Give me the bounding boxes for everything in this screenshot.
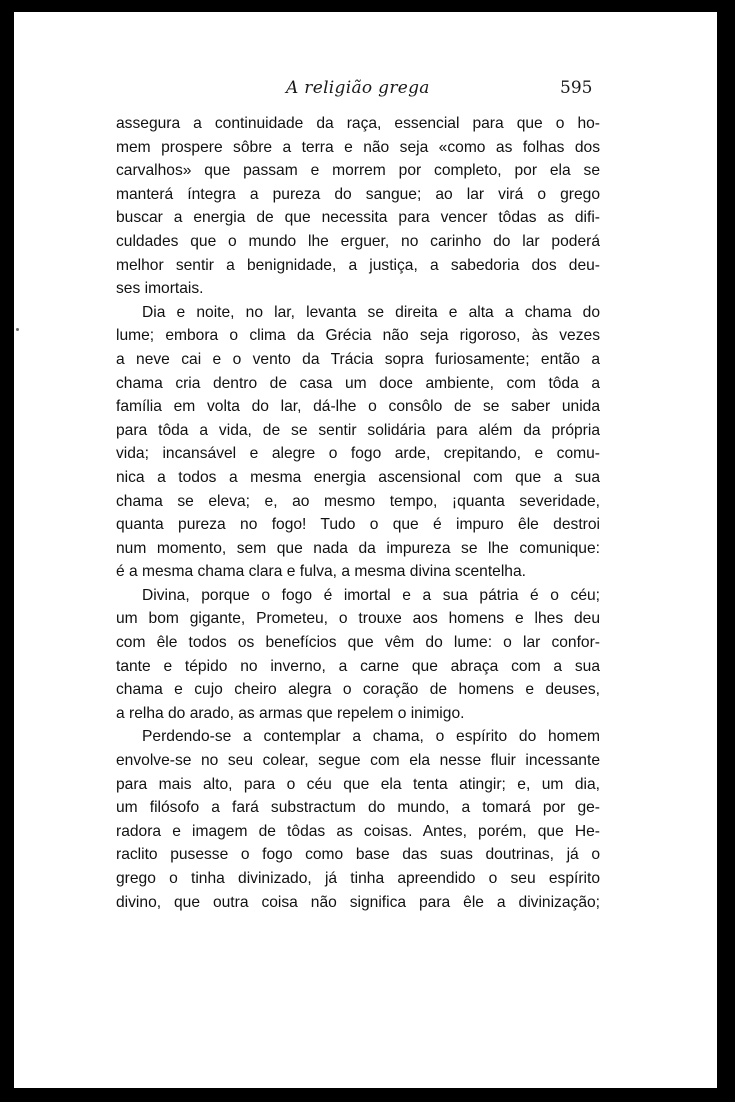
text-line: com êle todos os benefícios que vêm do lume: o lar confor- xyxy=(116,634,600,652)
text-line: nica a todos a mesma energia ascensional com que a sua xyxy=(116,468,600,486)
text-line: lume; embora o clima da Grécia não seja rigoroso, às vezes xyxy=(116,327,600,345)
text-line: Perdendo-se a contemplar a chama, o espírito do homem xyxy=(142,728,600,746)
page-header xyxy=(14,78,717,102)
text-line: vida; incansável e alegre o fogo arde, crepitando, e comu- xyxy=(116,445,600,463)
text-line: manterá íntegra a pureza do sangue; ao lar virá o grego xyxy=(116,185,600,203)
text-line: para tôda a vida, de se sentir solidária para além da própria xyxy=(116,421,600,439)
text-line: melhor sentir a benignidade, a justiça, a sabedoria dos deu- xyxy=(116,256,600,274)
body-text xyxy=(116,112,600,914)
text-line: culdades que o mundo lhe erguer, no carinho do lar poderá xyxy=(116,232,600,250)
text-line: a neve cai e o vento da Trácia sopra furiosamente; então a xyxy=(116,350,600,368)
text-line: a relha do arado, as armas que repelem o inimigo. xyxy=(116,704,465,722)
text-line: chama cria dentro de casa um doce ambiente, com tôda a xyxy=(116,374,600,392)
text-line: família em volta do lar, dá-lhe o consôlo de se saber unida xyxy=(116,398,600,416)
text-line: raclito pusesse o fogo como base das suas doutrinas, já o xyxy=(116,846,600,864)
paragraph xyxy=(116,725,600,914)
text-line: Dia e noite, no lar, levanta se direita e alta a chama do xyxy=(142,303,600,321)
text-line: é a mesma chama clara e fulva, a mesma divina scentelha. xyxy=(116,563,526,581)
text-line: envolve-se no seu colear, segue com ela nesse fluir incessante xyxy=(116,752,600,770)
text-line: um bom gigante, Prometeu, o trouxe aos homens e lhes deu xyxy=(116,610,600,628)
text-line: divino, que outra coisa não significa para êle a divinização; xyxy=(116,893,600,911)
book-page xyxy=(14,12,717,1088)
text-line: radora e imagem de tôdas as coisas. Antes, porém, que He- xyxy=(116,822,600,840)
text-line: num momento, sem que nada da impureza se lhe comunique: xyxy=(116,539,600,557)
text-line: Divina, porque o fogo é imortal e a sua pátria é o céu; xyxy=(142,586,600,604)
running-title: A religião grega xyxy=(286,78,430,98)
text-line: quanta pureza no fogo! Tudo o que é impuro êle destroi xyxy=(116,516,600,534)
text-line: chama e cujo cheiro alegra o coração de homens e deuses, xyxy=(116,681,600,699)
text-line: um filósofo a fará substractum do mundo, a tomará por ge- xyxy=(116,799,600,817)
paragraph xyxy=(116,112,600,301)
paragraph xyxy=(116,301,600,584)
text-line: buscar a energia de que necessita para vencer tôdas as difi- xyxy=(116,209,600,227)
text-line: carvalhos» que passam e morrem por completo, por ela se xyxy=(116,162,600,180)
text-line: grego o tinha divinizado, já tinha apreendido o seu espírito xyxy=(116,870,600,887)
paragraph xyxy=(116,584,600,726)
text-line: ses imortais. xyxy=(116,280,204,298)
text-line: para mais alto, para o céu que ela tenta atingir; e, um dia, xyxy=(116,775,600,793)
paper-speck xyxy=(16,328,19,331)
text-line: chama se eleva; e, ao mesmo tempo, ¡quanta severidade, xyxy=(116,492,600,510)
text-line: tante e tépido no inverno, a carne que abraça com a sua xyxy=(116,657,600,675)
page-number: 595 xyxy=(560,78,593,98)
text-line: mem prospere sôbre a terra e não seja «como as folhas dos xyxy=(116,138,600,156)
text-line: assegura a continuidade da raça, essencial para que o ho- xyxy=(116,115,600,132)
